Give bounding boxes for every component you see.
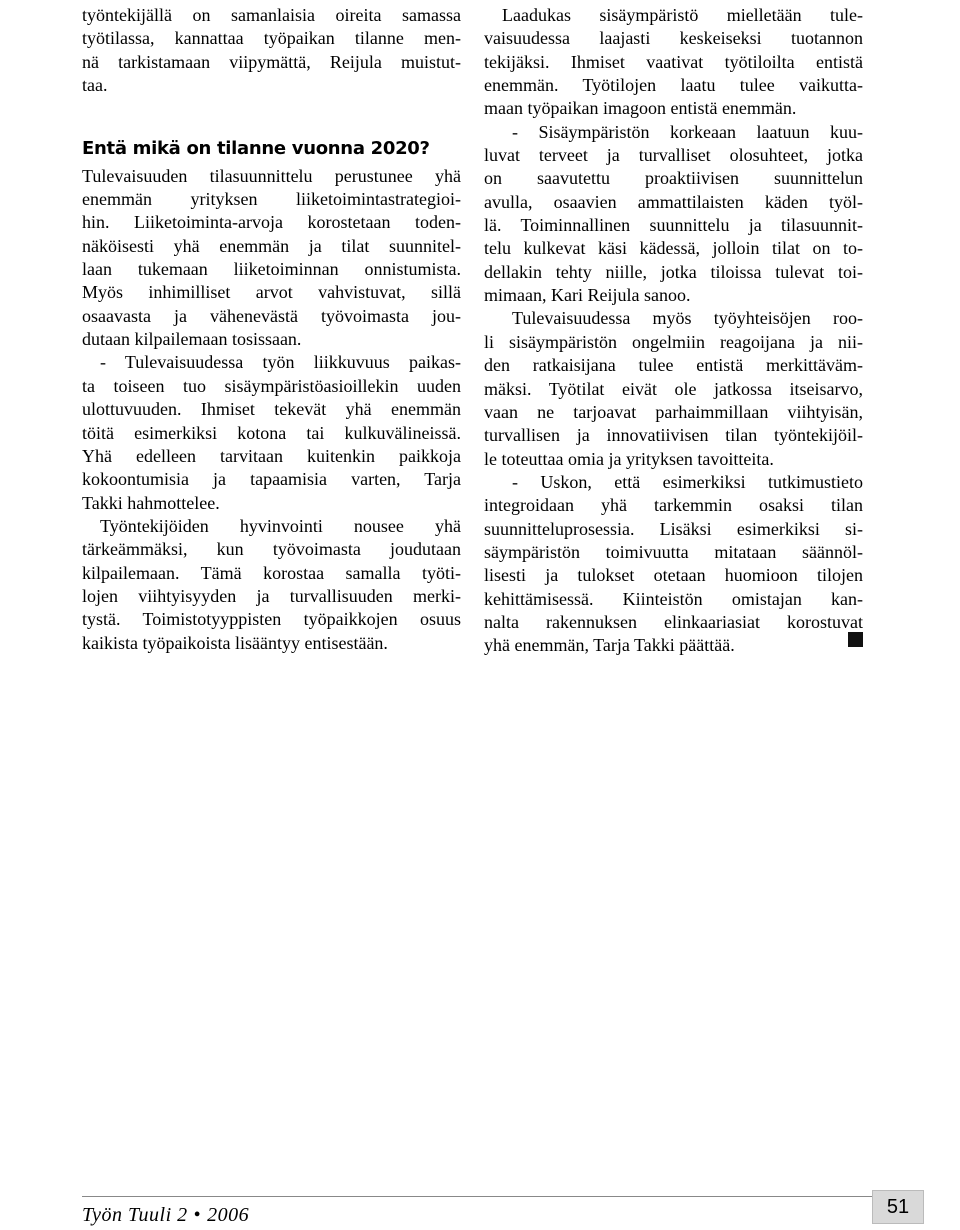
- text-line: integroidaan yhä tarkemmin osaksi tilan: [484, 495, 863, 516]
- footer-divider: [82, 1196, 878, 1197]
- text-line: lisesti ja tulokset otetaan huomioon tilojen: [484, 565, 863, 586]
- text-line: le toteuttaa omia ja yrityksen tavoitteita.: [484, 448, 774, 469]
- end-of-article-square-icon: [848, 632, 863, 647]
- text-line: kokoontumisia ja tapaamisia varten, Tarja: [82, 469, 461, 490]
- text-line: - Sisäympäristön korkeaan laatuun kuu-: [512, 121, 863, 142]
- text-line: telu kulkevat käsi kädessä, jolloin tilat on to-: [484, 238, 863, 259]
- text-line: tärkeämmäksi, kun työvoimasta joudutaan: [82, 539, 461, 560]
- text-line: li sisäympäristön ongelmiin reagoijana ja nii-: [484, 331, 863, 352]
- journal-year: 2006: [207, 1204, 250, 1226]
- text-line: Yhä edelleen tarvitaan kuitenkin paikkoja: [82, 445, 461, 466]
- text-line: laan tukemaan liiketoiminnan onnistumista.: [82, 259, 461, 280]
- text-line: työntekijällä on samanlaisia oireita samassa: [82, 5, 461, 25]
- bullet-separator: •: [193, 1204, 202, 1226]
- left-column: [82, 4, 461, 655]
- text-line: turvallisen ja innovatiivisen tilan työntekijöil-: [484, 425, 863, 446]
- text-line: nalta rakennuksen elinkaariasiat korostuvat: [484, 611, 863, 632]
- text-line: mäksi. Työtilat eivät ole jatkossa itseisarvo,: [484, 378, 863, 399]
- text-line: suunnitteluprosessia. Lisäksi esimerkiksi si-: [484, 518, 863, 539]
- paragraph: [82, 351, 461, 514]
- text-line: - Uskon, että esimerkiksi tutkimustieto: [512, 471, 863, 492]
- text-line: lä. Toiminnallinen suunnittelu ja tilasuunnit-: [484, 215, 863, 236]
- text-line: Laadukas sisäympäristö mielletään tule-: [502, 5, 863, 25]
- paragraph: [82, 515, 461, 655]
- text-line: ta toiseen tuo sisäympäristöasioillekin uuden: [82, 375, 461, 396]
- text-line: kaikista työpaikoista lisääntyy entisestään.: [82, 632, 388, 653]
- text-line: vaisuudessa laajasti keskeiseksi tuotannon: [484, 28, 863, 49]
- text-line: Tulevaisuuden tilasuunnittelu perustunee yhä: [82, 165, 461, 186]
- text-line: työtilassa, kannattaa työpaikan tilanne men-: [82, 28, 461, 49]
- text-line: vaan ne tarjoavat parhaimmillaan viihtyisän,: [484, 401, 863, 422]
- right-column: [484, 4, 863, 658]
- text-line: mimaan, Kari Reijula sanoo.: [484, 285, 691, 306]
- paragraph: [82, 4, 461, 97]
- text-line: tystä. Toimistotyyppisten työpaikkojen osuus: [82, 609, 461, 630]
- journal-name: Työn Tuuli 2: [82, 1204, 188, 1226]
- text-line: maan työpaikan imagoon entistä enemmän.: [484, 98, 797, 119]
- text-line: töitä esimerkiksi kotona tai kulkuvälineissä.: [82, 422, 461, 443]
- text-line: Tulevaisuudessa myös työyhteisöjen roo-: [512, 308, 863, 329]
- text-line: kehittämisessä. Kiinteistön omistajan kan-: [484, 588, 863, 609]
- text-line: lojen viihtyisyyden ja turvallisuuden merki-: [82, 585, 461, 606]
- text-line: hin. Liiketoiminta-arvoja korostetaan toden-: [82, 212, 461, 233]
- page-number: 51: [872, 1190, 924, 1224]
- paragraph: [82, 165, 461, 352]
- section-heading: Entä mikä on tilanne vuonna 2020?: [82, 138, 430, 160]
- text-line: ulottuvuuden. Ihmiset tekevät yhä enemmän: [82, 399, 461, 420]
- text-line: nä tarkistamaan viipymättä, Reijula muistut-: [82, 51, 461, 72]
- paragraph: [484, 4, 863, 121]
- text-line: enemmän. Työtilojen laatu tulee vaikutta-: [484, 75, 863, 96]
- text-line: osaavasta ja vähenevästä työvoimasta jou-: [82, 305, 461, 326]
- paragraph: [484, 121, 863, 308]
- text-line: on saavutettu proaktiivisen suunnittelun: [484, 168, 863, 189]
- text-line: Työntekijöiden hyvinvointi nousee yhä: [100, 515, 461, 536]
- text-line: avulla, osaavien ammattilaisten käden työl-: [484, 191, 863, 212]
- text-line: dellakin tehty niille, jotka tiloissa tulevat toi-: [484, 261, 863, 282]
- text-line: kilpailemaan. Tämä korostaa samalla työti-: [82, 562, 461, 583]
- text-line: den ratkaisijana tulee entistä merkittäväm-: [484, 355, 863, 376]
- paragraph: [484, 471, 863, 658]
- text-line: tekijäksi. Ihmiset vaativat työtiloilta entistä: [484, 51, 863, 72]
- text-line: näköisesti yhä enemmän ja tilat suunnitel-: [82, 235, 461, 256]
- text-line: - Tulevaisuudessa työn liikkuvuus paikas-: [100, 352, 461, 373]
- text-line: Myös inhimilliset arvot vahvistuvat, sillä: [82, 282, 461, 303]
- text-line: enemmän yrityksen liiketoimintastrategioi-: [82, 189, 461, 210]
- text-line: Takki hahmottelee.: [82, 492, 220, 513]
- text-line: säympäristön toimivuutta mitataan säännöl-: [484, 541, 863, 562]
- text-line: dutaan kilpailemaan tosissaan.: [82, 329, 302, 350]
- footer-journal-info: [82, 1204, 249, 1227]
- text-line: yhä enemmän, Tarja Takki päättää.: [484, 635, 735, 656]
- paragraph: [484, 307, 863, 470]
- text-line: taa.: [82, 75, 108, 96]
- text-line: luvat terveet ja turvalliset olosuhteet, jotka: [484, 145, 863, 166]
